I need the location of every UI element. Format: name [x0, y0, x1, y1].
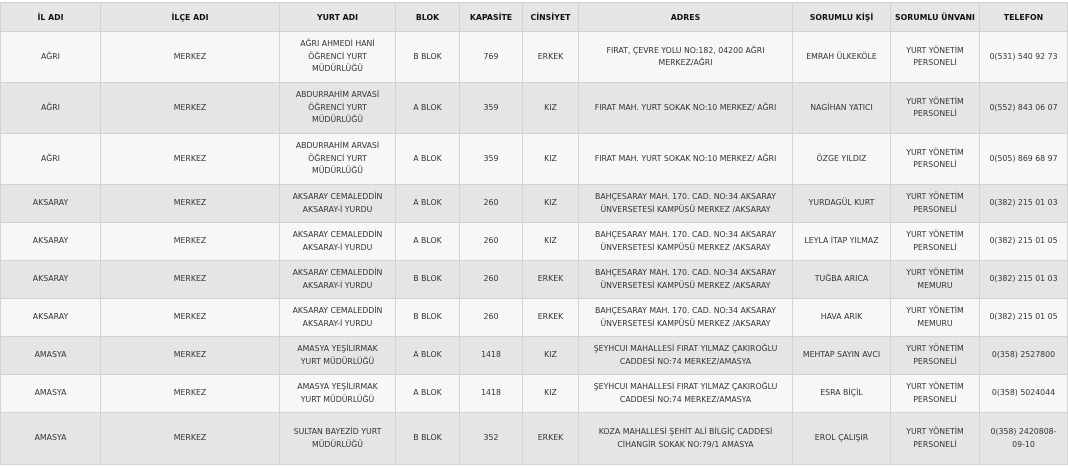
cell-adres: BAHÇESARAY MAH. 170. CAD. NO:34 AKSARAY ÜNVERSETESİ KAMPÜSÜ MERKEZ /AKSARAY — [579, 185, 793, 223]
cell-adres: ŞEYHCUI MAHALLESİ FIRAT YILMAZ ÇAKIROĞLU CADDESİ NO:74 MERKEZ/AMASYA — [579, 337, 793, 375]
cell-kapasite: 352 — [460, 413, 523, 465]
header-cinsiyet: CİNSİYET — [523, 3, 579, 32]
cell-il: AĞRI — [1, 83, 101, 134]
cell-sorumlu: YURDAGÜL KURT — [793, 185, 891, 223]
cell-yurt: AĞRI AHMEDİ HANİ ÖĞRENCİ YURT MÜDÜRLÜĞÜ — [280, 32, 396, 83]
header-sorumlu: SORUMLU KİŞİ — [793, 3, 891, 32]
cell-telefon: 0(552) 843 06 07 — [980, 83, 1068, 134]
cell-yurt: ABDURRAHİM ARVASİ ÖĞRENCİ YURT MÜDÜRLÜĞÜ — [280, 134, 396, 185]
cell-il: AĞRI — [1, 134, 101, 185]
table-row — [1, 299, 1068, 337]
cell-blok: B BLOK — [396, 261, 460, 299]
cell-cinsiyet: KIZ — [523, 223, 579, 261]
cell-cinsiyet: ERKEK — [523, 299, 579, 337]
cell-ilce: MERKEZ — [101, 299, 280, 337]
header-ilce: İLÇE ADI — [101, 3, 280, 32]
cell-kapasite: 1418 — [460, 375, 523, 413]
cell-cinsiyet: KIZ — [523, 83, 579, 134]
cell-blok: B BLOK — [396, 413, 460, 465]
cell-yurt: AMASYA YEŞİLIRMAK YURT MÜDÜRLÜĞÜ — [280, 375, 396, 413]
cell-yurt: AKSARAY CEMALEDDİN AKSARAY-İ YURDU — [280, 223, 396, 261]
cell-blok: A BLOK — [396, 134, 460, 185]
table-header-row — [1, 3, 1068, 32]
cell-cinsiyet: KIZ — [523, 134, 579, 185]
cell-kapasite: 769 — [460, 32, 523, 83]
table-row — [1, 223, 1068, 261]
cell-unvan: YURT YÖNETİM PERSONELİ — [891, 32, 980, 83]
table-row — [1, 413, 1068, 465]
cell-kapasite: 260 — [460, 261, 523, 299]
cell-sorumlu: LEYLA İTAP YILMAZ — [793, 223, 891, 261]
cell-adres: FIRAT MAH. YURT SOKAK NO:10 MERKEZ/ AĞRI — [579, 134, 793, 185]
cell-il: AKSARAY — [1, 185, 101, 223]
cell-adres: BAHÇESARAY MAH. 170. CAD. NO:34 AKSARAY ÜNVERSETESİ KAMPÜSÜ MERKEZ /AKSARAY — [579, 261, 793, 299]
cell-telefon: 0(531) 540 92 73 — [980, 32, 1068, 83]
cell-il: AĞRI — [1, 32, 101, 83]
cell-unvan: YURT YÖNETİM PERSONELİ — [891, 83, 980, 134]
cell-sorumlu: EMRAH ÜLKEKÖLE — [793, 32, 891, 83]
cell-unvan: YURT YÖNETİM MEMURU — [891, 261, 980, 299]
cell-cinsiyet: KIZ — [523, 337, 579, 375]
cell-yurt: AKSARAY CEMALEDDİN AKSARAY-İ YURDU — [280, 299, 396, 337]
cell-il: AKSARAY — [1, 299, 101, 337]
cell-sorumlu: HAVA ARIK — [793, 299, 891, 337]
table-row — [1, 32, 1068, 83]
cell-sorumlu: EROL ÇALIŞIR — [793, 413, 891, 465]
header-adres: ADRES — [579, 3, 793, 32]
header-yurt: YURT ADI — [280, 3, 396, 32]
cell-blok: B BLOK — [396, 32, 460, 83]
cell-telefon: 0(382) 215 01 03 — [980, 185, 1068, 223]
cell-kapasite: 260 — [460, 223, 523, 261]
table-row — [1, 375, 1068, 413]
header-kapasite: KAPASİTE — [460, 3, 523, 32]
cell-sorumlu: ESRA BİÇİL — [793, 375, 891, 413]
cell-ilce: MERKEZ — [101, 32, 280, 83]
cell-telefon: 0(358) 5024044 — [980, 375, 1068, 413]
cell-kapasite: 359 — [460, 134, 523, 185]
cell-telefon: 0(505) 869 68 97 — [980, 134, 1068, 185]
cell-ilce: MERKEZ — [101, 223, 280, 261]
cell-blok: B BLOK — [396, 299, 460, 337]
cell-cinsiyet: ERKEK — [523, 413, 579, 465]
table-row — [1, 261, 1068, 299]
cell-unvan: YURT YÖNETİM PERSONELİ — [891, 375, 980, 413]
cell-cinsiyet: ERKEK — [523, 32, 579, 83]
cell-il: AMASYA — [1, 337, 101, 375]
cell-telefon: 0(358) 2420808-09-10 — [980, 413, 1068, 465]
cell-blok: A BLOK — [396, 223, 460, 261]
cell-blok: A BLOK — [396, 83, 460, 134]
header-unvan: SORUMLU ÜNVANI — [891, 3, 980, 32]
cell-unvan: YURT YÖNETİM PERSONELİ — [891, 413, 980, 465]
cell-blok: A BLOK — [396, 185, 460, 223]
cell-adres: FIRAT MAH. YURT SOKAK NO:10 MERKEZ/ AĞRI — [579, 83, 793, 134]
cell-sorumlu: NAGİHAN YATICI — [793, 83, 891, 134]
cell-yurt: AKSARAY CEMALEDDİN AKSARAY-İ YURDU — [280, 261, 396, 299]
header-blok: BLOK — [396, 3, 460, 32]
table-row — [1, 337, 1068, 375]
cell-sorumlu: MEHTAP SAYIN AVCI — [793, 337, 891, 375]
cell-kapasite: 260 — [460, 299, 523, 337]
cell-unvan: YURT YÖNETİM PERSONELİ — [891, 223, 980, 261]
cell-yurt: AMASYA YEŞİLIRMAK YURT MÜDÜRLÜĞÜ — [280, 337, 396, 375]
cell-telefon: 0(382) 215 01 05 — [980, 299, 1068, 337]
cell-il: AKSARAY — [1, 261, 101, 299]
table-row — [1, 83, 1068, 134]
cell-adres: BAHÇESARAY MAH. 170. CAD. NO:34 AKSARAY ÜNVERSETESİ KAMPÜSÜ MERKEZ /AKSARAY — [579, 223, 793, 261]
cell-yurt: SULTAN BAYEZİD YURT MÜDÜRLÜĞÜ — [280, 413, 396, 465]
cell-ilce: MERKEZ — [101, 413, 280, 465]
cell-ilce: MERKEZ — [101, 185, 280, 223]
cell-ilce: MERKEZ — [101, 337, 280, 375]
cell-yurt: ABDURRAHİM ARVASİ ÖĞRENCİ YURT MÜDÜRLÜĞÜ — [280, 83, 396, 134]
cell-kapasite: 1418 — [460, 337, 523, 375]
cell-unvan: YURT YÖNETİM PERSONELİ — [891, 185, 980, 223]
cell-cinsiyet: ERKEK — [523, 261, 579, 299]
cell-unvan: YURT YÖNETİM MEMURU — [891, 299, 980, 337]
cell-blok: A BLOK — [396, 337, 460, 375]
cell-kapasite: 260 — [460, 185, 523, 223]
cell-blok: A BLOK — [396, 375, 460, 413]
cell-adres: FIRAT, ÇEVRE YOLU NO:182, 04200 AĞRI MERKEZ/AĞRI — [579, 32, 793, 83]
cell-telefon: 0(382) 215 01 03 — [980, 261, 1068, 299]
table-row — [1, 185, 1068, 223]
cell-unvan: YURT YÖNETİM PERSONELİ — [891, 337, 980, 375]
cell-il: AKSARAY — [1, 223, 101, 261]
dormitory-table — [0, 2, 1068, 465]
cell-adres: KOZA MAHALLESİ ŞEHİT ALİ BİLGİÇ CADDESİ CİHANGİR SOKAK NO:79/1 AMASYA — [579, 413, 793, 465]
cell-adres: BAHÇESARAY MAH. 170. CAD. NO:34 AKSARAY ÜNVERSETESİ KAMPÜSÜ MERKEZ /AKSARAY — [579, 299, 793, 337]
cell-cinsiyet: KIZ — [523, 375, 579, 413]
cell-ilce: MERKEZ — [101, 83, 280, 134]
cell-ilce: MERKEZ — [101, 261, 280, 299]
cell-il: AMASYA — [1, 413, 101, 465]
cell-ilce: MERKEZ — [101, 134, 280, 185]
cell-il: AMASYA — [1, 375, 101, 413]
cell-ilce: MERKEZ — [101, 375, 280, 413]
cell-adres: ŞEYHCUI MAHALLESİ FIRAT YILMAZ ÇAKIROĞLU CADDESİ NO:74 MERKEZ/AMASYA — [579, 375, 793, 413]
cell-kapasite: 359 — [460, 83, 523, 134]
table-row — [1, 134, 1068, 185]
cell-telefon: 0(358) 2527800 — [980, 337, 1068, 375]
cell-cinsiyet: KIZ — [523, 185, 579, 223]
cell-unvan: YURT YÖNETİM PERSONELİ — [891, 134, 980, 185]
header-il: İL ADI — [1, 3, 101, 32]
cell-telefon: 0(382) 215 01 05 — [980, 223, 1068, 261]
cell-sorumlu: TUĞBA ARICA — [793, 261, 891, 299]
cell-yurt: AKSARAY CEMALEDDİN AKSARAY-İ YURDU — [280, 185, 396, 223]
header-telefon: TELEFON — [980, 3, 1068, 32]
cell-sorumlu: ÖZGE YILDIZ — [793, 134, 891, 185]
